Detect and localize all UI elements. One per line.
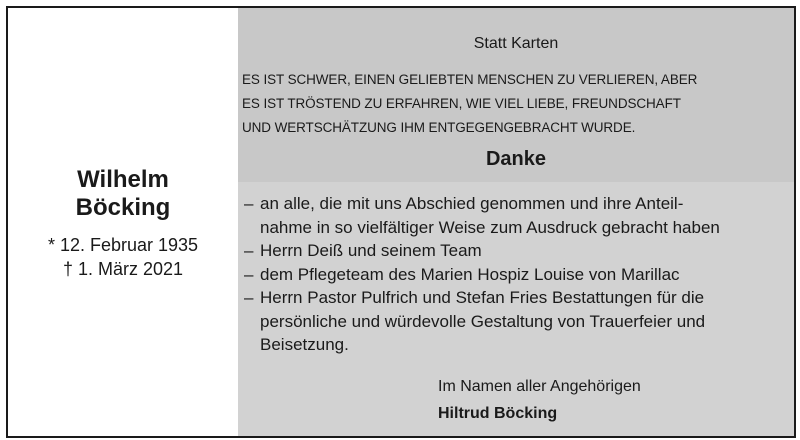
list-line: Beisetzung. (260, 335, 349, 354)
quote-line: ES IST SCHWER, EINEN GELIEBTEN MENSCHEN ZU VERLIEREN, ABER (242, 72, 698, 87)
life-dates (8, 233, 238, 281)
list-line: Herrn Deiß und seinem Team (260, 241, 482, 260)
death-date: † 1. März 2021 (62, 259, 184, 279)
list-line: persönliche und würdevolle Gestaltung von Trauerfeier und (260, 311, 706, 331)
list-line: nahme in so vielfältiger Weise zum Ausdruck gebracht haben (260, 217, 720, 237)
last-name: Böcking (75, 194, 171, 221)
thanks-list (238, 192, 794, 357)
list-item (238, 286, 794, 357)
dash: – (244, 241, 254, 260)
list-line: an alle, die mit uns Abschied genommen und ihre Anteil- (260, 194, 684, 213)
thanks-panel (238, 8, 794, 436)
signature-name: Hiltrud Böcking (438, 405, 558, 422)
signature (438, 373, 794, 427)
danke-heading: Danke (485, 148, 547, 170)
dash: – (244, 288, 254, 307)
statt-karten: Statt Karten (473, 35, 559, 52)
dash: – (244, 194, 254, 213)
list-item (238, 239, 794, 263)
obituary-notice (6, 6, 796, 438)
signature-line: Im Namen aller Angehörigen (438, 378, 641, 395)
list-item (238, 263, 794, 287)
first-name: Wilhelm (77, 166, 169, 193)
quote-line: ES IST TRÖSTEND ZU ERFAHREN, WIE VIEL LIEBE, FREUNDSCHAFT (242, 96, 681, 111)
dash: – (244, 264, 254, 284)
quote-text (242, 68, 794, 140)
list-item (238, 192, 794, 239)
deceased-name (8, 166, 238, 222)
deceased-panel (8, 8, 238, 436)
quote-line: UND WERTSCHÄTZUNG IHM ENTGEGENGEBRACHT WURDE. (242, 120, 636, 135)
list-line: dem Pflegeteam des Marien Hospiz Louise von Marillac (260, 264, 680, 284)
header-box (238, 8, 794, 182)
birth-date: * 12. Februar 1935 (47, 235, 199, 255)
list-line: Herrn Pastor Pulfrich und Stefan Fries Bestattungen für die (260, 288, 705, 307)
